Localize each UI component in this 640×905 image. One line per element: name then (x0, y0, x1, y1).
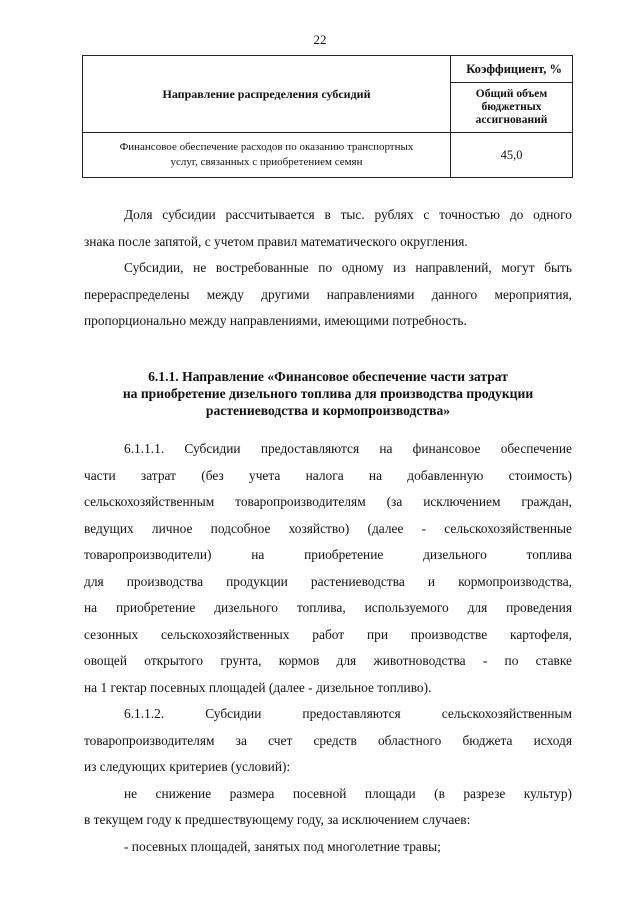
bottom-paragraphs (84, 436, 572, 860)
paragraph-6-1-1-2: 6.1.1.2. Субсидии предоставляются сельскохозяйственным товаропроизводителям за счет средств областного бюджета исходя из следующих критериев (условий): (84, 706, 572, 774)
paragraph-perennial-grasses: - посевных площадей, занятых под многолетние травы; (124, 838, 441, 854)
page-number: 22 (313, 32, 327, 47)
paragraph-6-1-1-1: 6.1.1.1. Субсидии предоставляются на финансовое обеспечение части затрат (без учета налога на добавленную стоимость) сельскохозяйственным товаропроизводителям (за исключением граждан, ведущих личное подсобное хозяйство) (далее - сельскохозяйственные товаропроизводители) на приобретение дизельного топлива для производства продукции растениеводства и кормопроизводства, на приобретение дизельного топлива, используемого для проведения сезонных сельскохозяйственных работ при производстве картофеля, овощей открытого грунта, кормов для животноводства - по ставке на 1 гектар посевных площадей (далее - дизельное топливо). (84, 441, 572, 695)
section-heading: 6.1.1. Направление «Финансовое обеспечение части затрат на приобретение дизельного топлива для производства продукции растениеводства и кормопроизводства» (122, 369, 534, 418)
header-total-budget: Общий объем бюджетных ассигнований (451, 83, 573, 133)
header-coefficient: Коэффициент, % (451, 56, 573, 83)
paragraph-rounding: Доля субсидии рассчитывается в тыс. рублях с точностью до одного знака после запятой, с учетом правил математического округления. (84, 207, 572, 249)
top-paragraphs (84, 202, 572, 335)
row-description: Финансовое обеспечение расходов по оказанию транспортных услуг, связанных с приобретением семян (83, 133, 451, 178)
table-row (83, 133, 573, 178)
paragraph-criteria: не снижение размера посевной площади (в разрезе культур) в текущем году к предшествующему году, за исключением случаев: (84, 785, 572, 827)
header-direction: Направление распределения субсидий (83, 56, 451, 133)
paragraph-redistribution: Субсидии, не востребованные по одному из направлений, могут быть перераспределены между другими направлениями данного мероприятия, пропорционально между направлениями, имеющими потребность. (84, 260, 572, 328)
subsidy-distribution-table (82, 55, 573, 178)
row-value: 45,0 (451, 133, 573, 178)
